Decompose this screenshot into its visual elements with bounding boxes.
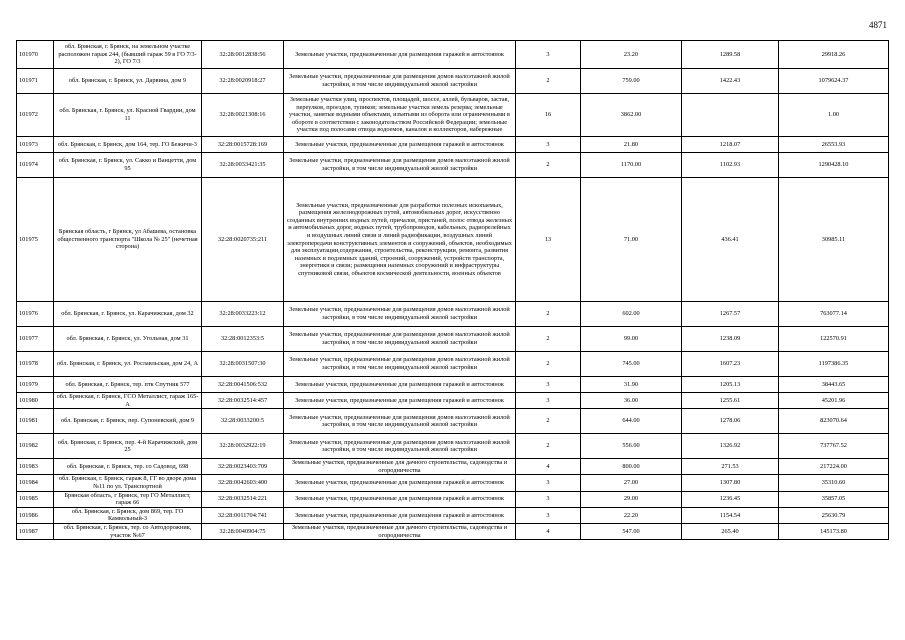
cell-rate: 1422.43 <box>682 69 779 94</box>
cell-purpose: Земельные участки, предназначенные для размещения домов малоэтажной жилой застройки, в том числе индивидуальной жилой застройки <box>284 153 516 178</box>
cell-rate: 1238.09 <box>682 327 779 352</box>
cell-address: обл. Брянская, г. Брянск, ул. Дарвина, дом 9 <box>54 69 202 94</box>
cell-value: 30985.11 <box>779 178 889 302</box>
cell-cadastral: 32:28:0011704:741 <box>202 507 284 523</box>
table-row <box>17 153 889 178</box>
cell-rate: 1267.57 <box>682 302 779 327</box>
cell-cadastral: 32:28:0033421:35 <box>202 153 284 178</box>
cell-code: 3 <box>516 393 581 409</box>
cell-area: 27.00 <box>581 475 682 491</box>
cell-address: обл. Брянская, г. Брянск, тер. птк Спутник 577 <box>54 377 202 393</box>
cell-value: 737767.52 <box>779 434 889 459</box>
cell-id: 101974 <box>17 153 54 178</box>
cell-rate: 1205.13 <box>682 377 779 393</box>
cell-area: 745.00 <box>581 352 682 377</box>
cell-value: 1.00 <box>779 94 889 137</box>
table-row <box>17 491 889 507</box>
cell-rate: 1326.92 <box>682 434 779 459</box>
cell-id: 101981 <box>17 409 54 434</box>
cell-area: 71.00 <box>581 178 682 302</box>
cell-rate: 1236.45 <box>682 491 779 507</box>
cell-id: 101980 <box>17 393 54 409</box>
cell-code: 4 <box>516 523 581 539</box>
cell-cadastral: 32:28:0033223:12 <box>202 302 284 327</box>
cell-rate: 1102.93 <box>682 153 779 178</box>
cell-id: 101985 <box>17 491 54 507</box>
cell-area: 602.00 <box>581 302 682 327</box>
table-row <box>17 409 889 434</box>
cell-rate: 1289.58 <box>682 41 779 69</box>
cell-id: 101971 <box>17 69 54 94</box>
cell-cadastral: 32:28:0031507:30 <box>202 352 284 377</box>
cell-purpose: Земельные участки, предназначенные для размещения гаражей и автостоянок <box>284 475 516 491</box>
cell-value: 35857.05 <box>779 491 889 507</box>
cell-area: 23.20 <box>581 41 682 69</box>
cell-rate: 1607.23 <box>682 352 779 377</box>
cell-code: 16 <box>516 94 581 137</box>
page-number: 4871 <box>869 20 887 30</box>
cell-cadastral: 32:28:0032514:221 <box>202 491 284 507</box>
cell-cadastral: 32:28:0012353:5 <box>202 327 284 352</box>
cell-code: 3 <box>516 137 581 153</box>
cell-purpose: Земельные участки, предназначенные для размещения гаражей и автостоянок <box>284 41 516 69</box>
cell-id: 101978 <box>17 352 54 377</box>
cell-purpose: Земельные участки, предназначенные для размещения домов малоэтажной жилой застройки, в том числе индивидуальной жилой застройки <box>284 409 516 434</box>
table-body <box>17 41 889 540</box>
cell-rate: 436.41 <box>682 178 779 302</box>
cell-code: 3 <box>516 475 581 491</box>
cell-value: 45201.96 <box>779 393 889 409</box>
cell-area: 1170.00 <box>581 153 682 178</box>
cell-purpose: Земельные участки, предназначенные для размещения гаражей и автостоянок <box>284 491 516 507</box>
cell-area: 21.80 <box>581 137 682 153</box>
cell-purpose: Земельные участки, предназначенные для размещения домов малоэтажной жилой застройки, в том числе индивидуальной жилой застройки <box>284 327 516 352</box>
cell-area: 644.00 <box>581 409 682 434</box>
cell-value: 122570.91 <box>779 327 889 352</box>
cell-purpose: Земельные участки, предназначенные для размещения гаражей и автостоянок <box>284 137 516 153</box>
cell-value: 217224.00 <box>779 459 889 475</box>
table-row <box>17 94 889 137</box>
table-row <box>17 69 889 94</box>
cell-id: 101976 <box>17 302 54 327</box>
cell-code: 2 <box>516 352 581 377</box>
cell-code: 2 <box>516 153 581 178</box>
cell-purpose: Земельные участки, предназначенные для дачного строительства, садоводства и огородничества <box>284 459 516 475</box>
cell-address: обл. Брянская, г. Брянск, ул. Карачижская, дом 32 <box>54 302 202 327</box>
cell-value: 763077.14 <box>779 302 889 327</box>
cell-address: Брянская область, г Брянск, тер ГО Металлист, гараж 66 <box>54 491 202 507</box>
cell-area: 22.20 <box>581 507 682 523</box>
cell-address: обл. Брянская, г. Брянск, дом 869, тер. ГО Камвольный-3 <box>54 507 202 523</box>
cell-cadastral: 32:28:0033200:5 <box>202 409 284 434</box>
cell-rate <box>682 94 779 137</box>
cell-purpose: Земельные участки, предназначенные для размещения гаражей и автостоянок <box>284 377 516 393</box>
cell-value: 29918.26 <box>779 41 889 69</box>
cell-address: обл. Брянская, г. Брянск, ул. Сакко и Ванцетти, дом 95 <box>54 153 202 178</box>
cell-value: 25630.79 <box>779 507 889 523</box>
cell-cadastral: 32:28:0040904:75 <box>202 523 284 539</box>
cell-area: 36.00 <box>581 393 682 409</box>
cell-code: 2 <box>516 327 581 352</box>
cell-cadastral: 32:28:0020735:211 <box>202 178 284 302</box>
cell-value: 1290428.10 <box>779 153 889 178</box>
cell-code: 3 <box>516 377 581 393</box>
cell-area: 29.00 <box>581 491 682 507</box>
cell-code: 2 <box>516 434 581 459</box>
cell-area: 556.00 <box>581 434 682 459</box>
cell-id: 101982 <box>17 434 54 459</box>
table-row <box>17 302 889 327</box>
cell-address: обл. Брянская, г. Брянск, пер. 4-й Карачижский, дом 25 <box>54 434 202 459</box>
table-row <box>17 475 889 491</box>
table-row <box>17 178 889 302</box>
cell-purpose: Земельные участки, предназначенные для размещения гаражей и автостоянок <box>284 507 516 523</box>
cell-purpose: Земельные участки, предназначенные для разработки полезных ископаемых, размещения железнодорожных путей, автомобильных дорог, искусственно созданных внутренних водных путей, причалов, пристаней, полос отвода железных и автомобильных дорог, водных путей, трубопроводов, кабельных, радиорелейных и воздушных линий связи и линий радиофикации, воздушных линий электропередачи конструктивных элементов и сооружений, объектов, необходимых для эксплуатации,содержания, строительства, реконструкции, ремонта, развития наземных и подземных зданий, строений, сооружений, устройств транспорта, энергетики и связи; размещения наземных сооружений и инфраструктуры спутниковой связи, объектов космической деятельности, военных объектов <box>284 178 516 302</box>
cell-code: 13 <box>516 178 581 302</box>
cell-address: обл. Брянская, г. Брянск, дом 164, тер. ГО Бежичи-3 <box>54 137 202 153</box>
table-row <box>17 523 889 539</box>
cell-purpose: Земельные участки, предназначенные для размещения домов малоэтажной жилой застройки, в том числе индивидуальной жилой застройки <box>284 69 516 94</box>
cell-value: 145173.80 <box>779 523 889 539</box>
cell-address: обл. Брянская, г. Брянск, тер. со Автодорожник, участок №67 <box>54 523 202 539</box>
cell-value: 823070.64 <box>779 409 889 434</box>
cell-area: 31.90 <box>581 377 682 393</box>
cell-cadastral: 32:28:0032922:19 <box>202 434 284 459</box>
cell-cadastral: 32:28:0012838:56 <box>202 41 284 69</box>
cell-cadastral: 32:28:0042603:400 <box>202 475 284 491</box>
cell-id: 101987 <box>17 523 54 539</box>
cell-code: 3 <box>516 491 581 507</box>
cell-code: 2 <box>516 302 581 327</box>
cell-id: 101986 <box>17 507 54 523</box>
cell-area: 547.00 <box>581 523 682 539</box>
cell-value: 35310.60 <box>779 475 889 491</box>
cell-id: 101970 <box>17 41 54 69</box>
table-row <box>17 41 889 69</box>
cell-purpose: Земельные участки, предназначенные для дачного строительства, садоводства и огородничества <box>284 523 516 539</box>
cell-id: 101977 <box>17 327 54 352</box>
table-row <box>17 327 889 352</box>
cell-area: 99.00 <box>581 327 682 352</box>
cell-cadastral: 32:28:0021308:16 <box>202 94 284 137</box>
cell-id: 101975 <box>17 178 54 302</box>
cell-address: обл. Брянская, г. Брянск, пер. Супоневский, дом 9 <box>54 409 202 434</box>
cell-code: 3 <box>516 507 581 523</box>
cell-rate: 1307.80 <box>682 475 779 491</box>
cell-code: 2 <box>516 409 581 434</box>
cell-address: обл. Брянская, г. Брянск, ул. Рославльская, дом 24, А <box>54 352 202 377</box>
cell-rate: 1154.54 <box>682 507 779 523</box>
cell-purpose: Земельные участки улиц, проспектов, площадей, шоссе, аллей, бульваров, застав, переулков, проездов, тупиков; земельные участки земель резерва; земельные участки, занятые водными объектами, изъятыми из оборота или ограниченными в обороте в соответствии с законодательством Российской Федерации; земельные участки под полосами отвода водоемов, каналов и коллекторов, набережные <box>284 94 516 137</box>
cell-rate: 265.40 <box>682 523 779 539</box>
cell-area: 3862.00 <box>581 94 682 137</box>
cell-purpose: Земельные участки, предназначенные для размещения домов малоэтажной жилой застройки, в том числе индивидуальной жилой застройки <box>284 302 516 327</box>
cell-id: 101973 <box>17 137 54 153</box>
cell-address: обл. Брянская, г. Брянск, тер. со Садовод, 698 <box>54 459 202 475</box>
cell-cadastral: 32:28:0023403:709 <box>202 459 284 475</box>
cell-address: обл. Брянская, г. Брянск, ул. Угольная, дом 31 <box>54 327 202 352</box>
cell-purpose: Земельные участки, предназначенные для размещения домов малоэтажной жилой застройки, в том числе индивидуальной жилой застройки <box>284 434 516 459</box>
cell-cadastral: 32:28:0032514:457 <box>202 393 284 409</box>
cell-area: 800.00 <box>581 459 682 475</box>
cell-id: 101979 <box>17 377 54 393</box>
cell-address: обл. Брянская, г. Брянск, гараж 8, ГГ во дворе дома №11 по ул. Транспортной <box>54 475 202 491</box>
table-row <box>17 137 889 153</box>
cell-rate: 271.53 <box>682 459 779 475</box>
cell-code: 4 <box>516 459 581 475</box>
cell-id: 101984 <box>17 475 54 491</box>
cell-area: 759.00 <box>581 69 682 94</box>
cell-rate: 1278.06 <box>682 409 779 434</box>
table-row <box>17 459 889 475</box>
cell-cadastral: 32:28:0041506:532 <box>202 377 284 393</box>
table-row <box>17 434 889 459</box>
cell-address: обл. Брянская, г. Брянск, ГСО Металлист, гараж 165-А <box>54 393 202 409</box>
cell-code: 3 <box>516 41 581 69</box>
cell-cadastral: 32:28:0020918:27 <box>202 69 284 94</box>
cell-address: Брянская область, г Брянск, ул Абашева, остановка общественного транспорта "Школа № 25" (нечетная сторона) <box>54 178 202 302</box>
cell-value: 1079624.37 <box>779 69 889 94</box>
cell-id: 101972 <box>17 94 54 137</box>
cell-purpose: Земельные участки, предназначенные для размещения гаражей и автостоянок <box>284 393 516 409</box>
cell-value: 1197386.35 <box>779 352 889 377</box>
cell-cadastral: 32:28:0015728:169 <box>202 137 284 153</box>
table-row <box>17 377 889 393</box>
cell-purpose: Земельные участки, предназначенные для размещения домов малоэтажной жилой застройки, в том числе индивидуальной жилой застройки <box>284 352 516 377</box>
cell-rate: 1255.61 <box>682 393 779 409</box>
table-row <box>17 393 889 409</box>
cell-address: обл. Брянская, г. Брянск, ул. Красной Гвардии, дом 11 <box>54 94 202 137</box>
table-row <box>17 507 889 523</box>
cell-code: 2 <box>516 69 581 94</box>
cadastral-register-table <box>16 40 889 540</box>
cell-address: обл. Брянская, г. Брянск, на земельном участке расположен гараж 244, (бывший гараж 59 в ГО 7/3-2), ГО 7/3 <box>54 41 202 69</box>
cell-value: 38443.65 <box>779 377 889 393</box>
cell-value: 26553.93 <box>779 137 889 153</box>
cell-rate: 1218.07 <box>682 137 779 153</box>
table-row <box>17 352 889 377</box>
cell-id: 101983 <box>17 459 54 475</box>
